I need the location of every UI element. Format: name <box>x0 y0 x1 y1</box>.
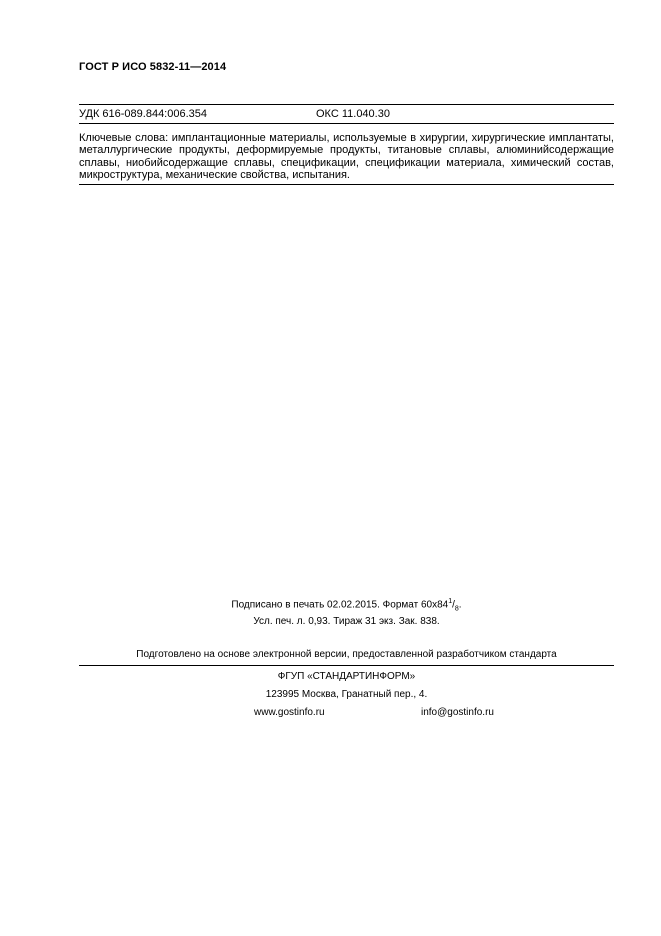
document-code: ГОСТ Р ИСО 5832-11—2014 <box>79 61 227 73</box>
oks-code: ОКС 11.040.30 <box>316 108 390 120</box>
format-fraction-denominator: 8 <box>454 605 459 613</box>
signed-for-print-line: Подписано в печать 02.02.2015. Формат $60x84^1/_8$. <box>231 598 462 613</box>
format-fraction-numerator: 1 <box>448 598 453 605</box>
prepared-note: Подготовлено на основе электронной версии, предоставленной разработчиком стандарта <box>136 649 557 660</box>
publisher-address: 123995 Москва, Гранатный пер., 4. <box>265 689 428 700</box>
publisher-name: ФГУП «СТАНДАРТИНФОРМ» <box>277 671 416 682</box>
email-link[interactable]: info@gostinfo.ru <box>421 707 494 718</box>
udk-code: УДК 616-089.844:006.354 <box>79 108 208 120</box>
signed-for-print-text: Подписано в печать 02.02.2015. Формат 60x84 <box>231 599 449 611</box>
format-end: . <box>458 599 462 611</box>
top-divider <box>79 104 614 105</box>
publisher-divider <box>79 665 614 666</box>
website-link[interactable]: www.gostinfo.ru <box>254 707 325 718</box>
classification-divider <box>79 123 614 124</box>
classification-line <box>79 108 614 120</box>
keywords-paragraph: Ключевые слова: имплантационные материалы, используемые в хирургии, хирургические имплантаты, металлургические продукты, деформируемые продукты, титановые сплавы, алюминийсодержащие сплавы, ниобийсодержащие сплавы, спецификации, спецификации материала, химический состав, микроструктура, механические свойства, испытания. <box>79 132 614 182</box>
keywords-divider <box>79 184 614 185</box>
print-sheets-line: Усл. печ. л. 0,93. Тираж 31 экз. Зак. 838. <box>253 616 440 627</box>
